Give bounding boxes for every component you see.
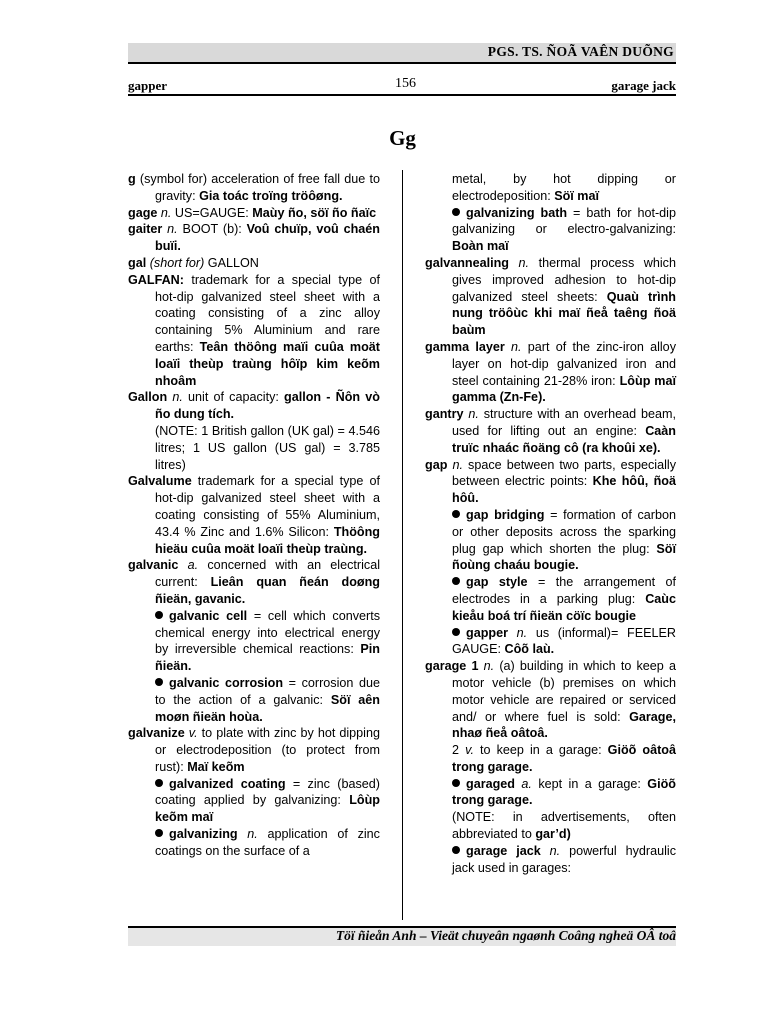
definition-text: = the arrangement of electrodes in a parking plug: — [452, 575, 676, 606]
sub-headword: gap bridging — [466, 507, 545, 522]
bullet-icon — [155, 678, 163, 686]
guide-word-right: garage jack — [611, 78, 676, 93]
dictionary-entry — [425, 574, 676, 624]
dictionary-entry — [128, 423, 380, 473]
vietnamese-translation: Teân thöông maïi cuûa moät loaïi theùp traùng hôïp kim keõm nhoâm — [155, 339, 380, 388]
dictionary-entry — [128, 675, 380, 725]
dictionary-entry — [128, 389, 380, 423]
definition-text: powerful hydraulic jack used in garages: — [452, 843, 676, 875]
headword: gal — [128, 255, 147, 270]
part-of-speech: n. — [463, 407, 479, 422]
sub-headword: galvanizing — [169, 827, 238, 842]
headword: gantry — [425, 407, 464, 422]
part-of-speech: a. — [178, 558, 199, 573]
dictionary-entry — [425, 742, 676, 776]
left-column — [128, 171, 380, 860]
vietnamese-translation: Giöõ trong garage. — [452, 776, 676, 808]
part-of-speech: n. — [540, 843, 561, 858]
dictionary-entry — [128, 221, 380, 255]
vietnamese-translation: Khe hôû, ñoä hôû. — [452, 474, 677, 506]
dictionary-entry — [425, 776, 676, 810]
vietnamese-translation: Caùc kieåu boá trí ñieän cöïc bougie — [452, 591, 676, 623]
vietnamese-translation: gar’d) — [535, 827, 571, 842]
definition-text: trademark for a special type of hot-dip galvanized steel sheet with a coating consisting of 55% Aluminium, 43.4 % Zinc and 1.6% Silicon: — [155, 474, 380, 539]
vietnamese-translation: Côõ laù. — [504, 642, 555, 657]
vietnamese-translation: Lôùp keõm maï — [155, 793, 380, 825]
dictionary-entry — [425, 171, 676, 205]
part-of-speech: a. — [515, 776, 532, 791]
bullet-icon — [452, 628, 460, 636]
bullet-icon — [155, 611, 163, 619]
right-column — [425, 171, 676, 876]
sub-headword: galvanic cell — [169, 608, 248, 623]
definition-text: = bath for hot-dip galvanizing or electro-galvanizing: — [452, 205, 676, 237]
dictionary-entry — [128, 171, 380, 205]
headword: g — [128, 172, 136, 186]
headword: GALFAN: — [128, 272, 184, 287]
vietnamese-translation: Quaù trình nung tröôùc khi maï ñeå taêng ñoä baùm — [452, 289, 676, 338]
definition-text: = formation of carbon or other deposits across the sparking plug gap which shorten the plug: — [452, 507, 676, 556]
continuation-text: (NOTE: 1 British gallon (UK gal) = 4.546 litres; 1 US gallon (US gal) = 3.785 litres) — [155, 423, 380, 472]
dictionary-entry — [425, 507, 676, 574]
section-title: Gg — [389, 126, 416, 150]
part-of-speech: n. — [508, 255, 530, 270]
headword: garage 1 — [425, 659, 479, 674]
header-divider — [128, 94, 676, 96]
definition-text: to keep in a garage: — [473, 743, 608, 758]
headword: gaiter — [128, 222, 163, 237]
page-number: 156 — [395, 76, 416, 91]
definition-text: us (informal)= FEELER GAUGE: — [452, 625, 676, 657]
vietnamese-translation: Pin ñieän. — [155, 642, 380, 674]
bullet-icon — [452, 779, 460, 787]
definition-text: to plate with zinc by hot dipping or electrodeposition (to protect from rust): — [155, 726, 380, 774]
dictionary-entry — [425, 625, 676, 659]
sub-headword: garage jack — [466, 843, 541, 858]
sub-headword: garaged — [466, 776, 515, 791]
definition-text: part of the zinc-iron alloy layer on hot-dip galvanized iron and steel containing 21-28% iron: — [452, 339, 676, 388]
headword: gamma layer — [425, 339, 505, 354]
sub-headword: gapper — [466, 625, 508, 640]
vietnamese-translation: Maùy ño, söï ño ñaïc — [252, 205, 377, 220]
part-of-speech: (short for) — [146, 255, 205, 270]
headword: galvanic — [128, 558, 179, 573]
part-of-speech: n. — [508, 625, 528, 640]
dictionary-entry — [128, 826, 380, 860]
vietnamese-translation: Söï ñoùng chaáu bougie. — [452, 541, 676, 573]
footer-bar — [128, 928, 676, 946]
dictionary-entry — [128, 272, 380, 390]
dictionary-entry — [425, 339, 676, 406]
dictionary-entry — [128, 255, 380, 272]
header-author: PGS. TS. ÑOÃ VAÊN DUÕNG — [487, 44, 674, 59]
dictionary-entry — [128, 473, 380, 557]
definition-text: space between two parts, especially between electric points: — [452, 457, 676, 489]
bullet-icon — [452, 577, 460, 585]
bullet-icon — [452, 208, 460, 216]
vietnamese-translation: Giöõ oâtoâ trong garage. — [452, 743, 676, 774]
continuation-text: metal, by hot dipping or electrodeposition: — [452, 172, 676, 203]
dictionary-entry — [425, 255, 676, 339]
part-of-speech: n. — [162, 222, 178, 237]
definition-text: trademark for a special type of hot-dip galvanized steel sheet with a coating consisting of a zinc alloy containing 5% Aluminium and rare earths: — [155, 272, 380, 354]
bullet-icon — [155, 779, 163, 787]
vietnamese-translation: Thöông hieäu cuûa moät loaïi theùp traùng. — [155, 524, 380, 556]
column-divider — [402, 170, 403, 920]
definition-text: (a) building in which to keep a motor vehicle (b) premises on which motor vehicle are repaired or serviced and/ or where fuel is sold: — [452, 659, 676, 724]
dictionary-entry — [128, 557, 380, 607]
vietnamese-translation: Söï aên moøn ñieän hoùa. — [155, 692, 380, 724]
dictionary-entry — [425, 406, 676, 456]
definition-text: application of zinc coatings on the surface of a — [155, 827, 380, 858]
part-of-speech: n. — [447, 457, 463, 472]
vietnamese-translation: Lieân quan ñeán doøng ñieän, gavanic. — [155, 575, 380, 606]
definition-text: unit of capacity: — [182, 390, 285, 405]
part-of-speech: n. — [504, 339, 522, 354]
dictionary-entry — [128, 205, 380, 222]
sub-headword: gap style — [466, 575, 528, 590]
dictionary-entry — [425, 457, 676, 507]
bullet-icon — [452, 510, 460, 518]
part-of-speech: n. — [157, 205, 172, 220]
vietnamese-translation: Maï keõm — [187, 759, 245, 774]
continuation-text: (NOTE: in advertisements, often abbreviated to — [452, 810, 676, 842]
definition-text: kept in a garage: — [531, 776, 648, 791]
headword: Galvalume — [128, 474, 192, 489]
definition-text: = cell which converts chemical energy into electrical energy by irreversible chemical reactions: — [155, 608, 381, 657]
headword: galvannealing — [425, 255, 509, 270]
sub-headword: galvanized coating — [169, 776, 286, 791]
headword: gap — [425, 457, 448, 472]
definition-text: (symbol for) acceleration of free fall due to gravity: — [135, 172, 380, 203]
bullet-icon — [155, 829, 163, 837]
vietnamese-translation: Gia toác troïng tröôøng. — [199, 188, 343, 203]
header-rule — [128, 62, 676, 64]
header-author-bar — [128, 43, 676, 62]
vietnamese-translation: Söï maï — [554, 188, 600, 203]
definition-text: GALLON — [204, 255, 259, 270]
continuation-text: 2 — [452, 743, 466, 758]
definition-text: concerned with an electrical current: — [155, 558, 380, 590]
part-of-speech: n. — [478, 659, 495, 674]
dictionary-entry — [128, 776, 380, 826]
part-of-speech: v. — [465, 743, 474, 758]
vietnamese-translation: Lôùp maï gamma (Zn-Fe). — [452, 373, 676, 405]
vietnamese-translation: Voû chuïp, voû chaén buïi. — [155, 222, 380, 254]
vietnamese-translation: Garage, nhaø ñeå oâtoâ. — [452, 709, 676, 741]
vietnamese-translation: gallon - Ñôn vò ño dung tích. — [155, 390, 380, 422]
definition-text: BOOT (b): — [177, 222, 247, 237]
definition-text: thermal process which gives improved adhesion to hot-dip galvanized steel sheets: — [452, 255, 676, 304]
headword: Gallon — [128, 390, 168, 405]
definition-text: structure with an overhead beam, used for lifting out an engine: — [452, 407, 676, 438]
definition-text: = zinc (based) coating applied by galvanizing: — [155, 776, 380, 808]
guide-word-left: gapper — [128, 78, 167, 93]
dictionary-entry — [425, 843, 676, 877]
vietnamese-translation: Caàn truïc nhaác ñoäng cô (ra khoûi xe). — [452, 423, 676, 455]
dictionary-entry — [425, 205, 676, 255]
footer-text: Töï ñieån Anh – Vieät chuyeân ngaønh Coâng ngheä OÂ toâ — [335, 928, 676, 943]
dictionary-entry — [425, 809, 676, 843]
sub-headword: galvanizing bath — [466, 205, 568, 220]
part-of-speech: v. — [184, 726, 198, 741]
definition-text: = corrosion due to the action of a galvanic: — [155, 675, 380, 707]
dictionary-entry — [425, 658, 676, 742]
definition-text: US=GAUGE: — [171, 205, 253, 220]
vietnamese-translation: Boàn maï — [452, 239, 509, 254]
sub-headword: galvanic corrosion — [169, 675, 284, 690]
dictionary-entry — [128, 608, 380, 675]
headword: galvanize — [128, 726, 185, 741]
headword: gage — [128, 205, 158, 220]
part-of-speech: n. — [237, 827, 258, 842]
dictionary-entry — [128, 725, 380, 775]
part-of-speech: n. — [167, 390, 183, 405]
bullet-icon — [452, 846, 460, 854]
